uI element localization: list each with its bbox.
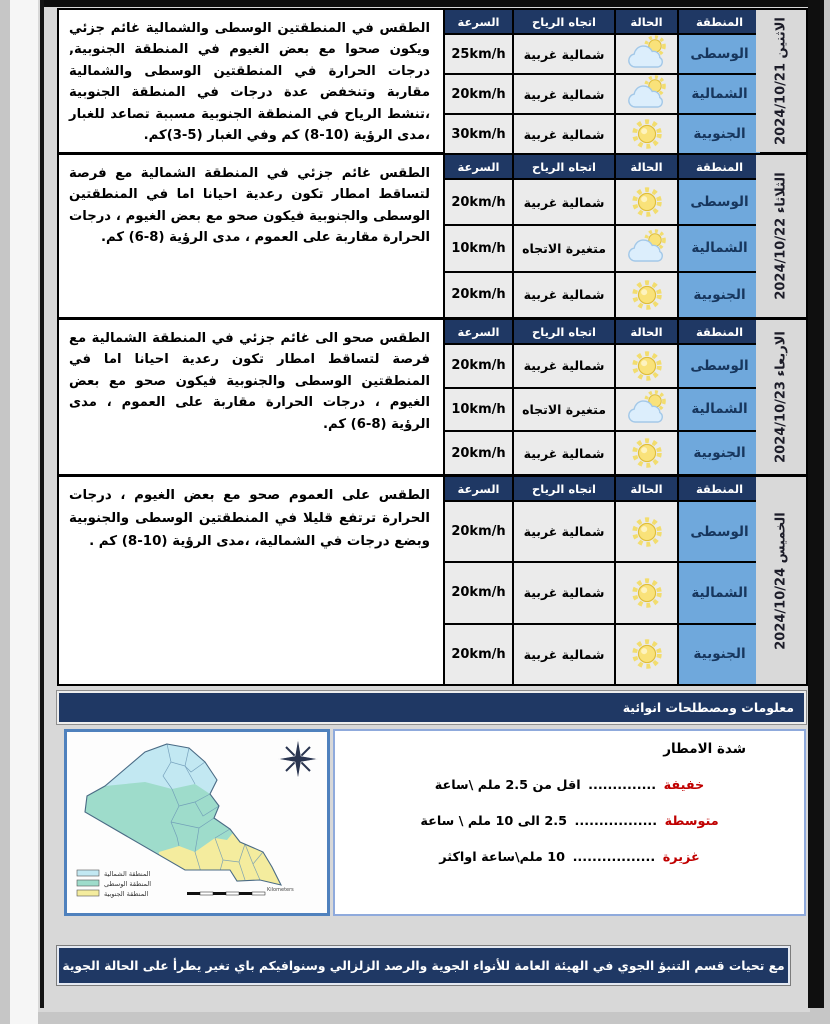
rain-section-title: شدة الامطار [663,741,746,757]
rain-item-moderate [335,814,804,829]
wind-cell: متغيرة الاتجاه [514,389,614,431]
wind-cell: شمالية غربية [514,345,614,387]
day-date: 2024/10/21 [773,63,789,145]
forecast-table [57,8,808,686]
col-header-condition: الحالة [616,10,677,33]
col-header-condition: الحالة [616,477,677,500]
sun-icon [628,183,666,221]
sun-icon [628,434,666,472]
region-cell: الشمالية [679,75,760,113]
region-cell: الوسطى [679,502,760,561]
legend-swatch-central [77,880,99,886]
legend-swatch-north [77,870,99,876]
forecast-summary: الطقس غائم جزئي في المنطقة الشمالية مع فرصة لتساقط امطار تكون رعدية احيانا اما في المنطقتين الوسطى والجنوبية فيكون صحو مع بعض الغيوم ، درجات الحرارة مقاربة على العموم ، مدى الرؤية (8-6) كم. [59,155,443,317]
region-cell: الجنوبية [679,625,760,684]
day-block-tuesday [59,155,806,320]
rain-label-heavy: غزيرة [662,850,700,865]
partly-cloudy-icon [624,75,670,113]
sun-icon [628,276,666,314]
day-label-column [756,320,806,474]
day-date: 2024/10/22 [773,217,789,300]
col-header-wind: اتجاه الرياح [514,10,614,33]
sun-icon [628,115,666,153]
region-cell: الوسطى [679,35,760,73]
day-name: الاثنين [773,17,789,59]
sun-icon [628,574,666,612]
col-header-region: المنطقة [679,10,760,33]
map-scale-bar [187,887,294,895]
legend-label-south: المنطقة الجنوبية [104,890,149,898]
speed-cell: 20km/h [445,563,512,622]
wind-cell: شمالية غربية [514,563,614,622]
rain-item-heavy [335,850,804,865]
col-header-wind: اتجاه الرياح [514,477,614,500]
footer-greeting-bar [57,946,790,985]
region-cell: الوسطى [679,345,760,387]
compass-rose-icon [278,739,318,779]
wind-cell: شمالية غربية [514,180,614,224]
forecast-summary: الطقس على العموم صحو مع بعض الغيوم ، درجات الحرارة ترتفع قليلا في المنطقتين الوسطى والجنوبية وبضع درجات في الشمالية، ،مدى الرؤية (10-8) كم . [59,477,443,684]
day-block-thursday [59,477,806,684]
region-cell: الشمالية [679,389,760,431]
dotted-leader: ................. [572,850,656,865]
sun-icon [628,347,666,385]
rain-desc-moderate: 2.5 الى 10 ملم \ ساعة [420,814,568,829]
day-block-wednesday [59,320,806,477]
col-header-speed: السرعة [445,155,512,178]
speed-cell: 20km/h [445,345,512,387]
rain-intensity-panel [333,729,806,916]
region-cell: الجنوبية [679,115,760,153]
map-legend [77,870,151,898]
partly-cloudy-icon [624,390,670,428]
speed-cell: 20km/h [445,180,512,224]
rain-desc-heavy: 10 ملم\ساعة اواكثر [439,850,566,865]
col-header-speed: السرعة [445,477,512,500]
iraq-map-graphic [67,732,327,913]
speed-cell: 20km/h [445,502,512,561]
day-label-column [756,10,806,152]
forecast-summary: الطقس صحو الى غائم جزئي في المنطقة الشمالية مع فرصة لتساقط امطار تكون رعدية احيانا اما في المنطقتين الوسطى والجنوبية فيكون صحو مع بعض الغيوم ، درجات الحرارة مقاربة على العموم ، مدى الرؤية (8-6) كم. [59,320,443,474]
day-name: الاربعاء [773,331,789,377]
scan-left-margin [10,0,38,1024]
speed-cell: 20km/h [445,273,512,317]
col-header-region: المنطقة [679,155,760,178]
day-date: 2024/10/23 [773,381,789,463]
dotted-leader: .............. [588,778,657,793]
legend-label-north: المنطقة الشمالية [104,870,151,878]
scan-top-edge [44,0,810,7]
partly-cloudy-icon [624,229,670,267]
region-cell: الجنوبية [679,432,760,474]
weather-table [443,155,756,317]
weather-table [443,477,756,684]
weather-table [443,10,756,152]
wind-cell: شمالية غربية [514,502,614,561]
sun-icon [628,513,666,551]
day-label-column [756,155,806,317]
day-label-column [756,477,806,684]
speed-cell: 20km/h [445,75,512,113]
footer-text: مع تحيات قسم التنبؤ الجوي في الهيئة العامة للأنواء الجوية والرصد الزلزالي وسنوافيكم باي تغير يطرأ على الحالة الجوية [62,958,785,973]
weather-table [443,320,756,474]
day-name: الثلاثاء [773,172,789,214]
region-cell: الشمالية [679,226,760,270]
legend-label-central: المنطقة الوسطى [104,880,152,888]
col-header-condition: الحالة [616,320,677,343]
sun-icon [628,635,666,673]
info-section-header [57,691,806,724]
dotted-leader: ................. [574,814,658,829]
forecast-summary: الطقس في المنطقتين الوسطى والشمالية غائم جزئي ويكون صحوا مع بعض الغيوم في المنطقة الجنوبية, درجات الحرارة في المنطقتين الوسطى والشمالية مقاربة وتنخفض عدة درجات في المنطقة الجنوبية ،تنشط الرياح في المنطقة الجنوبية مسببة تصاعد للغبار ،مدى الرؤية (10-8) كم وفي الغبار (5-3)كم. [59,10,443,152]
wind-cell: شمالية غربية [514,432,614,474]
info-header-text: معلومات ومصطلحات انوائية [622,700,794,715]
day-name: الخميس [773,511,789,563]
rain-label-moderate: متوسطة [664,814,719,829]
scan-right-edge [808,0,824,1008]
scale-units-label: Kilometers [267,887,294,893]
col-header-speed: السرعة [445,10,512,33]
speed-cell: 20km/h [445,432,512,474]
wind-cell: شمالية غربية [514,35,614,73]
region-cell: الوسطى [679,180,760,224]
col-header-region: المنطقة [679,477,760,500]
col-header-speed: السرعة [445,320,512,343]
page-edge-line [40,0,44,1008]
col-header-wind: اتجاه الرياح [514,155,614,178]
rain-item-light [335,778,804,793]
day-block-monday [59,10,806,155]
speed-cell: 25km/h [445,35,512,73]
wind-cell: شمالية غربية [514,625,614,684]
col-header-wind: اتجاه الرياح [514,320,614,343]
col-header-region: المنطقة [679,320,760,343]
speed-cell: 10km/h [445,389,512,431]
wind-cell: شمالية غربية [514,115,614,153]
wind-cell: شمالية غربية [514,273,614,317]
day-date: 2024/10/24 [773,567,789,650]
wind-cell: شمالية غربية [514,75,614,113]
speed-cell: 30km/h [445,115,512,153]
iraq-regions-map [64,729,330,916]
speed-cell: 20km/h [445,625,512,684]
rain-desc-light: اقل من 2.5 ملم \ساعة [434,778,581,793]
speed-cell: 10km/h [445,226,512,270]
partly-cloudy-icon [624,35,670,73]
region-cell: الجنوبية [679,273,760,317]
rain-label-light: خفيفة [663,778,705,793]
region-cell: الشمالية [679,563,760,622]
wind-cell: متغيرة الاتجاه [514,226,614,270]
legend-swatch-south [77,890,99,896]
col-header-condition: الحالة [616,155,677,178]
